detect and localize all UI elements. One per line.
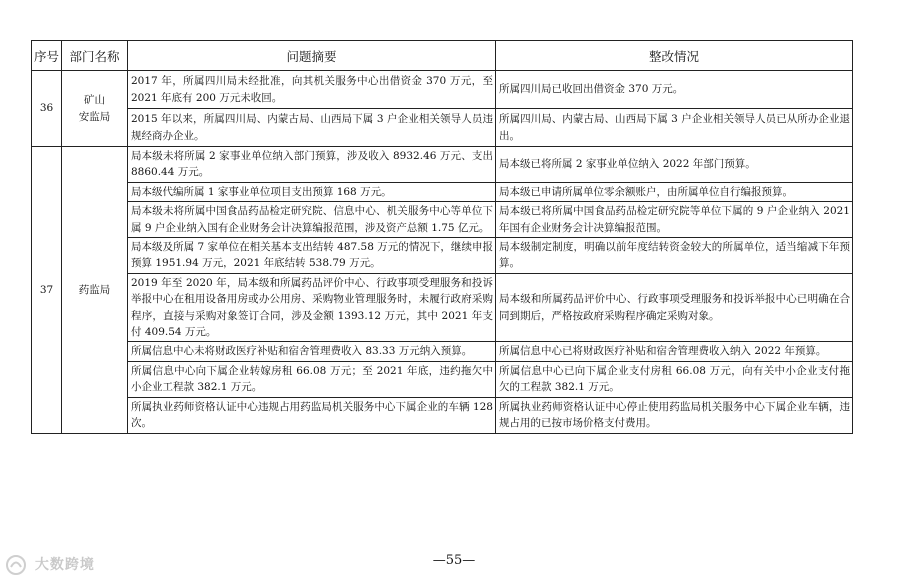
table-row: [32, 273, 853, 342]
rectification-status: 局本级已申请所属单位零余额账户，由所属单位自行编报预算。: [496, 182, 853, 201]
document-page: [31, 40, 852, 434]
table-row: [32, 147, 853, 183]
issue-summary: 局本级未将所属中国食品药品检定研究院、信息中心、机关服务中心等单位下属 9 户企业纳入国有企业财务会计决算编报范围，涉及资产总额 1.75 亿元。: [128, 202, 496, 238]
department-name: 药监局: [62, 147, 128, 434]
department-name: [62, 71, 128, 147]
table-row: [32, 109, 853, 147]
rectification-status: 所属执业药师资格认证中心停止使用药监局机关服务中心下属企业车辆，违规占用的已按市场价格支付费用。: [496, 397, 853, 433]
watermark-text: 大数跨境: [34, 557, 95, 573]
row-number: 37: [32, 147, 62, 434]
table-row: [32, 342, 853, 361]
table-header-row: [32, 41, 853, 71]
issue-summary: 局本级未将所属 2 家事业单位纳入部门预算，涉及收入 8932.46 万元、支出 8860.44 万元。: [128, 147, 496, 183]
table-row: [32, 202, 853, 238]
table-row: [32, 238, 853, 274]
watermark: [5, 554, 95, 576]
issue-summary: 局本级代编所属 1 家事业单位项目支出预算 168 万元。: [128, 182, 496, 201]
issue-summary: 2015 年以来，所属四川局、内蒙古局、山西局下属 3 户企业相关领导人员违规经商办企业。: [128, 109, 496, 147]
header-num: 序号: [32, 41, 62, 71]
rectification-status: 局本级制定制度，明确以前年度结转资金较大的所属单位，适当缩减下年预算。: [496, 238, 853, 274]
table-row: [32, 397, 853, 433]
table-row: [32, 361, 853, 397]
issue-summary: 所属信息中心未将财政医疗补贴和宿舍管理费收入 83.33 万元纳入预算。: [128, 342, 496, 361]
header-dept: 部门名称: [62, 41, 128, 71]
issue-summary: 2017 年，所属四川局未经批准，向其机关服务中心出借资金 370 万元，至 2021 年底有 200 万元未收回。: [128, 71, 496, 109]
header-fix: 整改情况: [496, 41, 853, 71]
rectification-status: 所属四川局、内蒙古局、山西局下属 3 户企业相关领导人员已从所办企业退出。: [496, 109, 853, 147]
department-name-line: 矿山: [84, 94, 105, 107]
table-row: [32, 182, 853, 201]
page-number: —55—: [432, 553, 476, 568]
table-row: [32, 71, 853, 109]
department-name-line: 安监局: [78, 110, 111, 123]
row-number: 36: [32, 71, 62, 147]
rectification-status: 所属信息中心已向下属企业支付房租 66.08 万元，向有关中小企业支付拖欠的工程款 382.1 万元。: [496, 361, 853, 397]
rectification-status: 局本级已将所属 2 家事业单位纳入 2022 年部门预算。: [496, 147, 853, 183]
issue-summary: 所属信息中心向下属企业转嫁房租 66.08 万元；至 2021 年底，违约拖欠中小企业工程款 382.1 万元。: [128, 361, 496, 397]
rectification-status: 局本级和所属药品评价中心、行政事项受理服务和投诉举报中心已明确在合同到期后，严格按政府采购程序确定采购对象。: [496, 273, 853, 342]
issue-summary: 所属执业药师资格认证中心违规占用药监局机关服务中心下属企业的车辆 128 次。: [128, 397, 496, 433]
issue-summary: 2019 年至 2020 年，局本级和所属药品评价中心、行政事项受理服务和投诉举报中心在租用设备用房或办公用房、采购物业管理服务时，未履行政府采购程序，直接与采购对象签订合同，涉及金额 1393.12 万元，其中 2021 年支付 409.54 万元。: [128, 273, 496, 342]
rectification-status: 局本级已将所属中国食品药品检定研究院等单位下属的 9 户企业纳入 2021 年国有企业财务会计决算编报范围。: [496, 202, 853, 238]
header-issue: 问题摘要: [128, 41, 496, 71]
rectification-table: [31, 40, 853, 434]
rectification-status: 所属四川局已收回出借资金 370 万元。: [496, 71, 853, 109]
issue-summary: 局本级及所属 7 家单位在相关基本支出结转 487.58 万元的情况下，继续申报预算 1951.94 万元，2021 年底结转 538.79 万元。: [128, 238, 496, 274]
rectification-status: 所属信息中心已将财政医疗补贴和宿舍管理费收入纳入 2022 年预算。: [496, 342, 853, 361]
watermark-logo-icon: [5, 554, 27, 576]
